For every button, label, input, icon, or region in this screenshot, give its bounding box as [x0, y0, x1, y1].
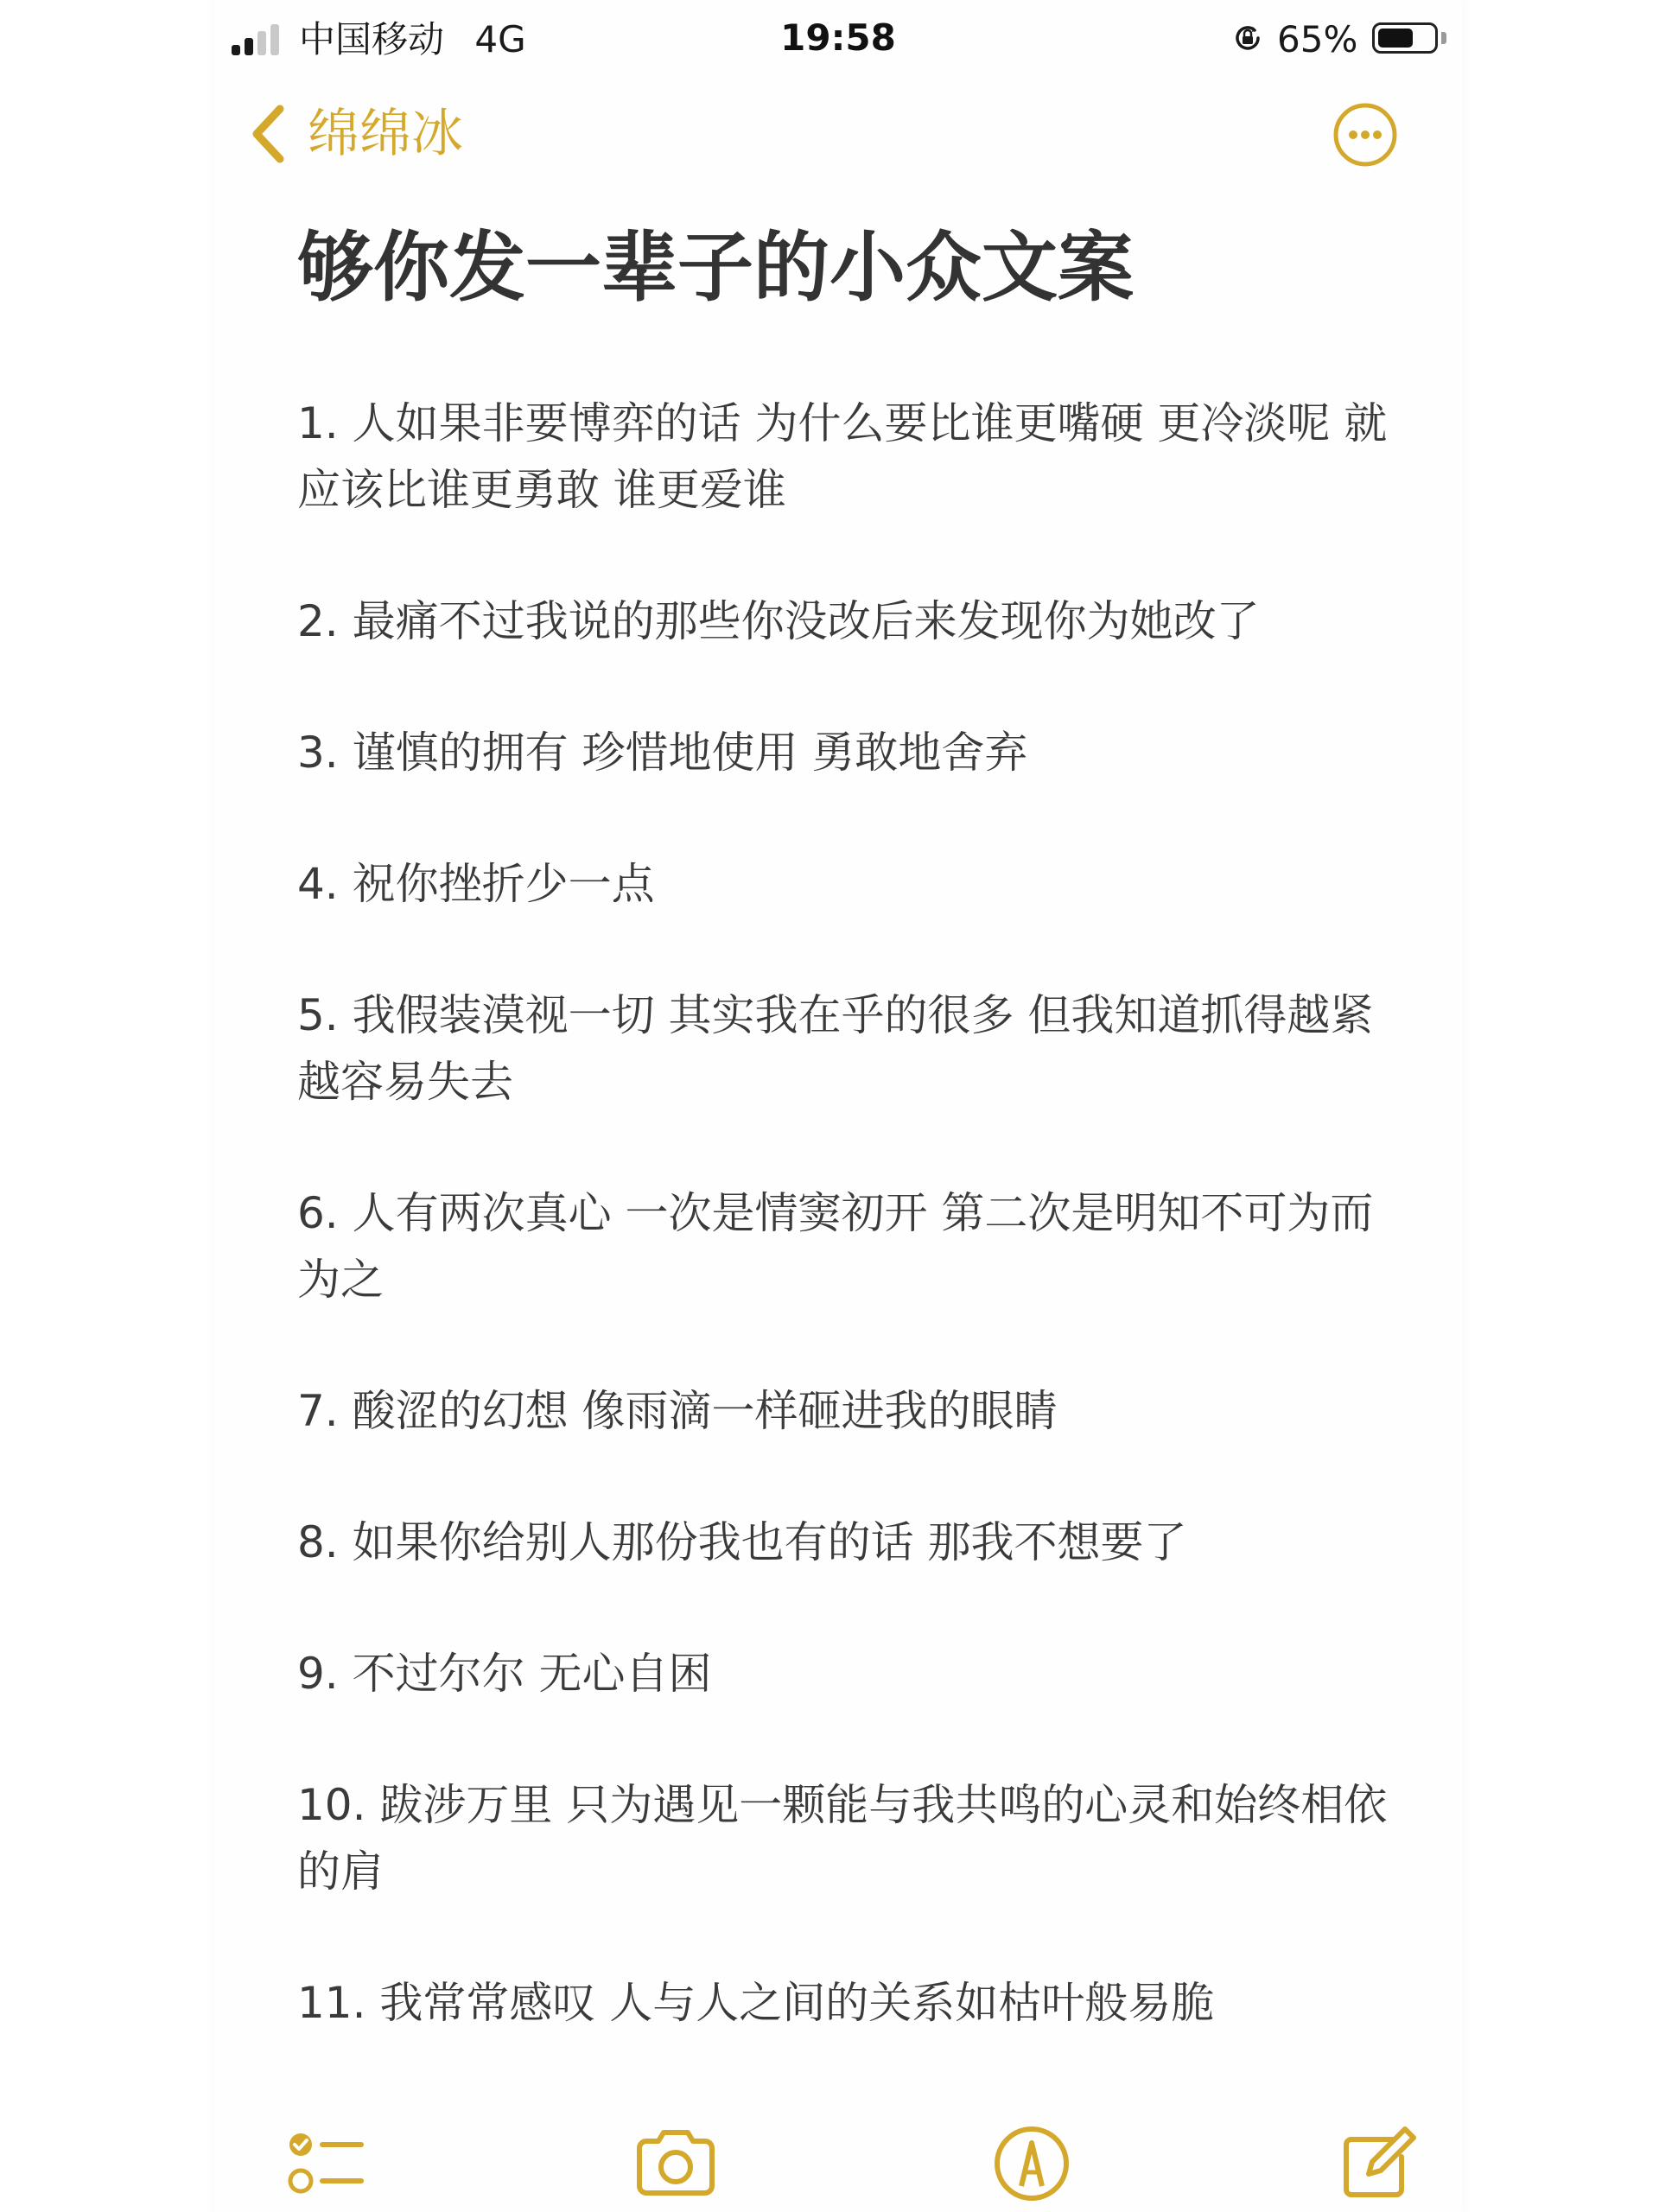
- battery-percentage: 65%: [1277, 18, 1358, 60]
- ellipsis-circle-icon[interactable]: [1332, 102, 1398, 168]
- note-item-11: 11. 我常常感叹 人与人之间的关系如枯叶般易脆: [297, 1978, 1215, 2028]
- back-button-label: 绵绵冰: [308, 104, 463, 164]
- pen-markup-icon[interactable]: [988, 2120, 1075, 2207]
- battery-icon: [1372, 22, 1438, 54]
- note-item-9: 9. 不过尔尔 无心自困: [297, 1649, 712, 1699]
- carrier-name: 中国移动: [299, 18, 445, 60]
- notes-screen: [214, 0, 1462, 2212]
- battery-level-fill: [1378, 29, 1413, 48]
- bottom-toolbar: [214, 2108, 1462, 2212]
- note-item-2: 2. 最痛不过我说的那些你没改后来发现你为她改了: [297, 596, 1260, 646]
- chevron-left-icon: [249, 104, 287, 164]
- note-item-3: 3. 谨慎的拥有 珍惜地使用 勇敢地舍弃: [297, 728, 1028, 778]
- note-item-7: 7. 酸涩的幻想 像雨滴一样砸进我的眼睛: [297, 1386, 1058, 1436]
- battery-tip: [1441, 32, 1446, 44]
- note-body[interactable]: [297, 391, 1412, 2037]
- status-time: 19:58: [780, 16, 896, 59]
- note-item-1: 1. 人如果非要博弈的话 为什么要比谁更嘴硬 更冷淡呢 就应该比谁更勇敢 谁更爱谁: [297, 398, 1388, 515]
- status-bar: [214, 0, 1462, 79]
- checklist-icon[interactable]: [283, 2120, 370, 2207]
- camera-icon[interactable]: [632, 2120, 719, 2207]
- network-type: 4G: [474, 18, 526, 60]
- back-button[interactable]: [249, 95, 463, 173]
- rotation-lock-icon: [1232, 22, 1263, 54]
- compose-icon[interactable]: [1334, 2120, 1421, 2207]
- note-item-5: 5. 我假装漠视一切 其实我在乎的很多 但我知道抓得越紧越容易失去: [297, 990, 1374, 1107]
- note-title[interactable]: 够你发一辈子的小众文案: [297, 223, 1135, 312]
- note-item-6: 6. 人有两次真心 一次是情窦初开 第二次是明知不可为而为之: [297, 1188, 1374, 1305]
- note-item-4: 4. 祝你挫折少一点: [297, 859, 655, 909]
- note-item-10: 10. 跋涉万里 只为遇见一颗能与我共鸣的心灵和始终相依的肩: [297, 1780, 1388, 1897]
- note-item-8: 8. 如果你给别人那份我也有的话 那我不想要了: [297, 1517, 1187, 1567]
